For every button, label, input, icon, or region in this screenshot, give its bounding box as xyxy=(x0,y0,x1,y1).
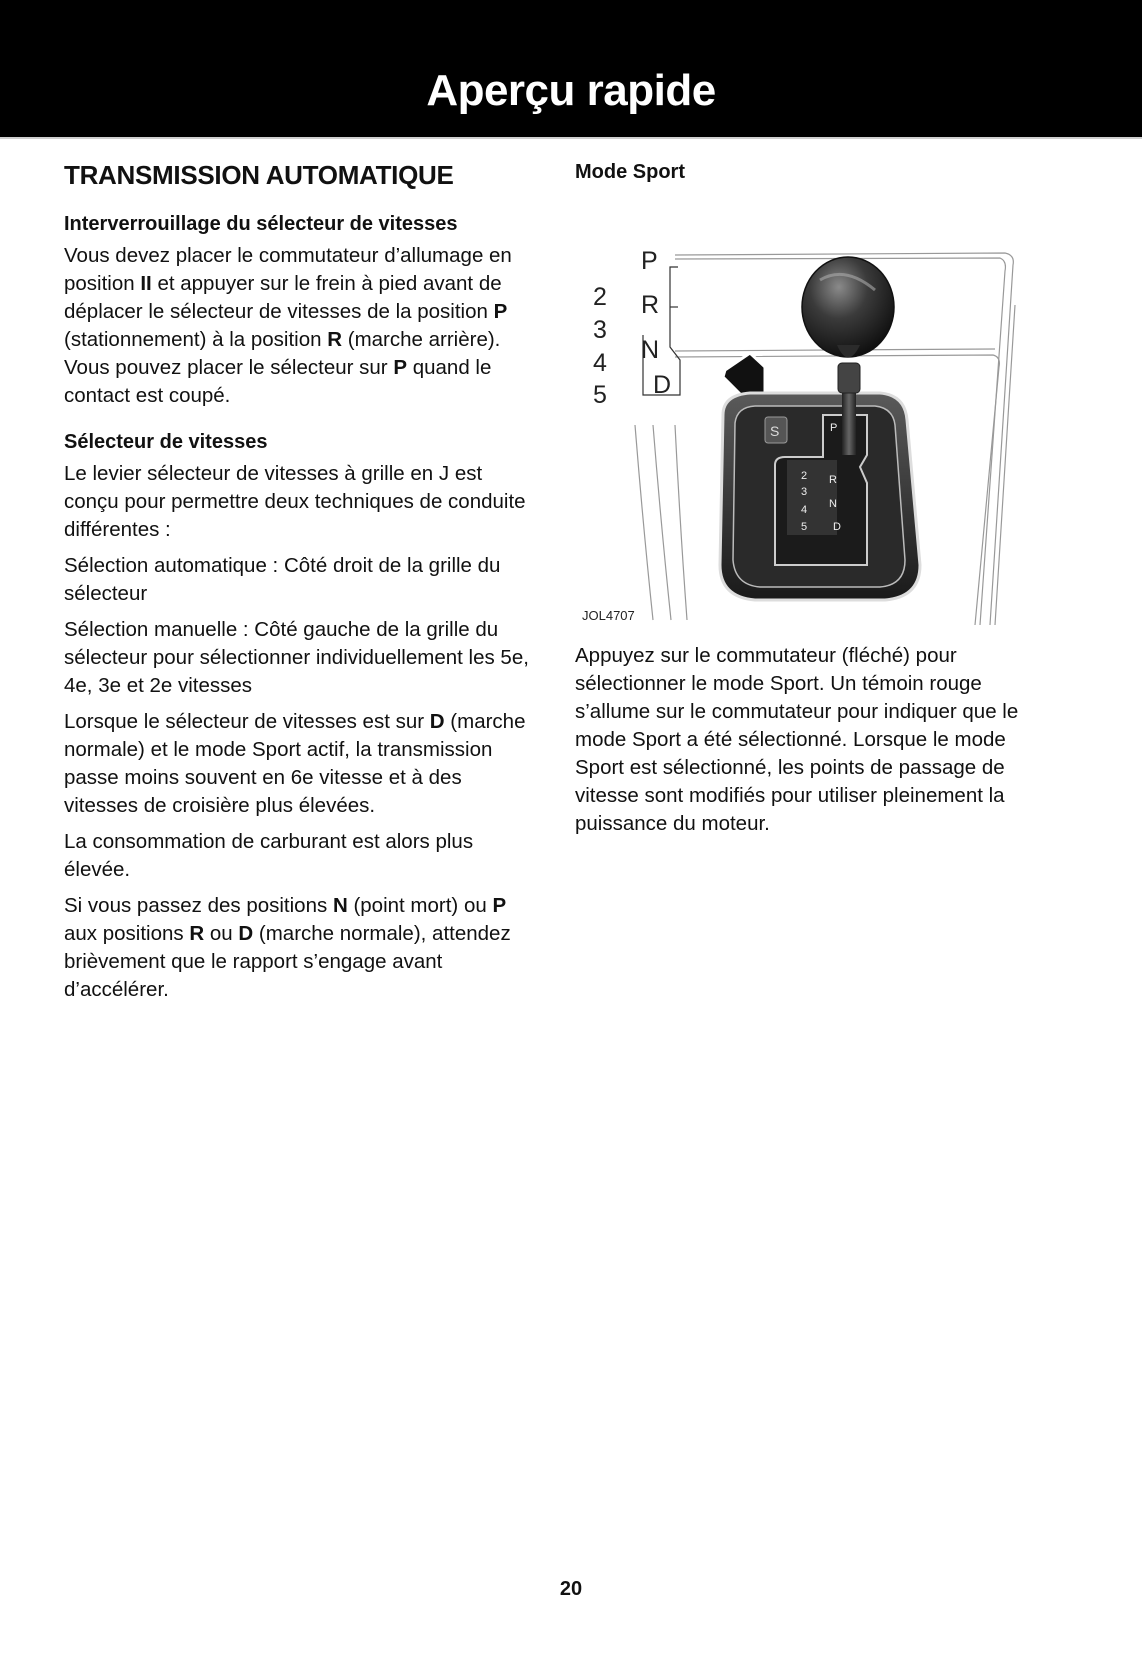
interlock-heading: Interverrouillage du sélecteur de vitesses xyxy=(64,213,458,235)
selector-paragraph-6: Si vous passez des positions N (point mort) ou P aux positions R ou D (marche normale), attendez brièvement que le rapport s’engage avant d’accélérer. xyxy=(64,894,511,1001)
header-divider xyxy=(0,137,1142,139)
gate-label-4: 4 xyxy=(593,349,607,377)
gear-lever-knob xyxy=(802,257,894,357)
gate-label-2: 2 xyxy=(593,283,607,311)
selector-heading: Sélecteur de vitesses xyxy=(64,431,268,453)
gate-label-p: P xyxy=(641,247,658,275)
sport-mode-description xyxy=(575,642,1055,846)
selector-paragraph-2: Sélection automatique : Côté droit de la grille du sélecteur xyxy=(64,554,501,605)
left-column xyxy=(64,158,534,1012)
right-column xyxy=(575,158,1045,186)
gate-label-r: R xyxy=(641,291,660,319)
plate-label-d: D xyxy=(833,521,841,533)
plate-label-n: N xyxy=(829,498,837,510)
header-bar xyxy=(0,0,1142,137)
page-title: Aperçu rapide xyxy=(426,66,716,115)
plate-label-2: 2 xyxy=(801,470,808,482)
gear-selector-illustration xyxy=(575,245,1025,630)
plate-label-3: 3 xyxy=(801,486,808,498)
figure-caption: JOL4707 xyxy=(582,608,635,623)
interlock-paragraph: Vous devez placer le commutateur d’allumage en position II et appuyer sur le frein à pied avant de déplacer le sélecteur de vitesses de la position P (stationnement) à la position R (marche arrière). Vous pouvez placer le sélecteur sur P quand le contact est coupé. xyxy=(64,244,512,407)
sport-mode-paragraph: Appuyez sur le commutateur (fléché) pour sélectionner le mode Sport. Un témoin rouge s’allume sur le commutateur pour indiquer que le mode Sport a été sélectionné. Lorsque le mode Sport est sélectionné, les points de passage de vitesse sont modifiés pour utiliser pleinement la puissance du moteur. xyxy=(575,644,1019,835)
gate-label-5: 5 xyxy=(593,381,607,409)
sport-mode-heading: Mode Sport xyxy=(575,161,685,183)
gate-label-d: D xyxy=(653,371,672,399)
plate-label-p: P xyxy=(830,422,838,434)
selector-paragraph-4: Lorsque le sélecteur de vitesses est sur D (marche normale) et le mode Sport actif, la transmission passe moins souvent en 6e vitesse et à des vitesses de croisière plus élevées. xyxy=(64,710,526,817)
page-number: 20 xyxy=(559,1578,583,1600)
gate-label-n: N xyxy=(641,336,660,364)
selector-paragraph-5: La consommation de carburant est alors plus élevée. xyxy=(64,830,474,881)
plate-label-r: R xyxy=(829,474,837,486)
section-title: TRANSMISSION AUTOMATIQUE xyxy=(64,160,454,190)
selector-paragraph-3: Sélection manuelle : Côté gauche de la grille du sélecteur pour sélectionner individuellement les 5e, 4e, 3e et 2e vitesses xyxy=(64,618,529,697)
selector-paragraph-1: Le levier sélecteur de vitesses à grille en J est conçu pour permettre deux techniques de conduite différentes : xyxy=(64,462,526,541)
plate-label-4: 4 xyxy=(801,504,808,516)
sport-button-label: S xyxy=(770,423,780,439)
plate-label-5: 5 xyxy=(801,521,808,533)
gate-label-3: 3 xyxy=(593,316,607,344)
